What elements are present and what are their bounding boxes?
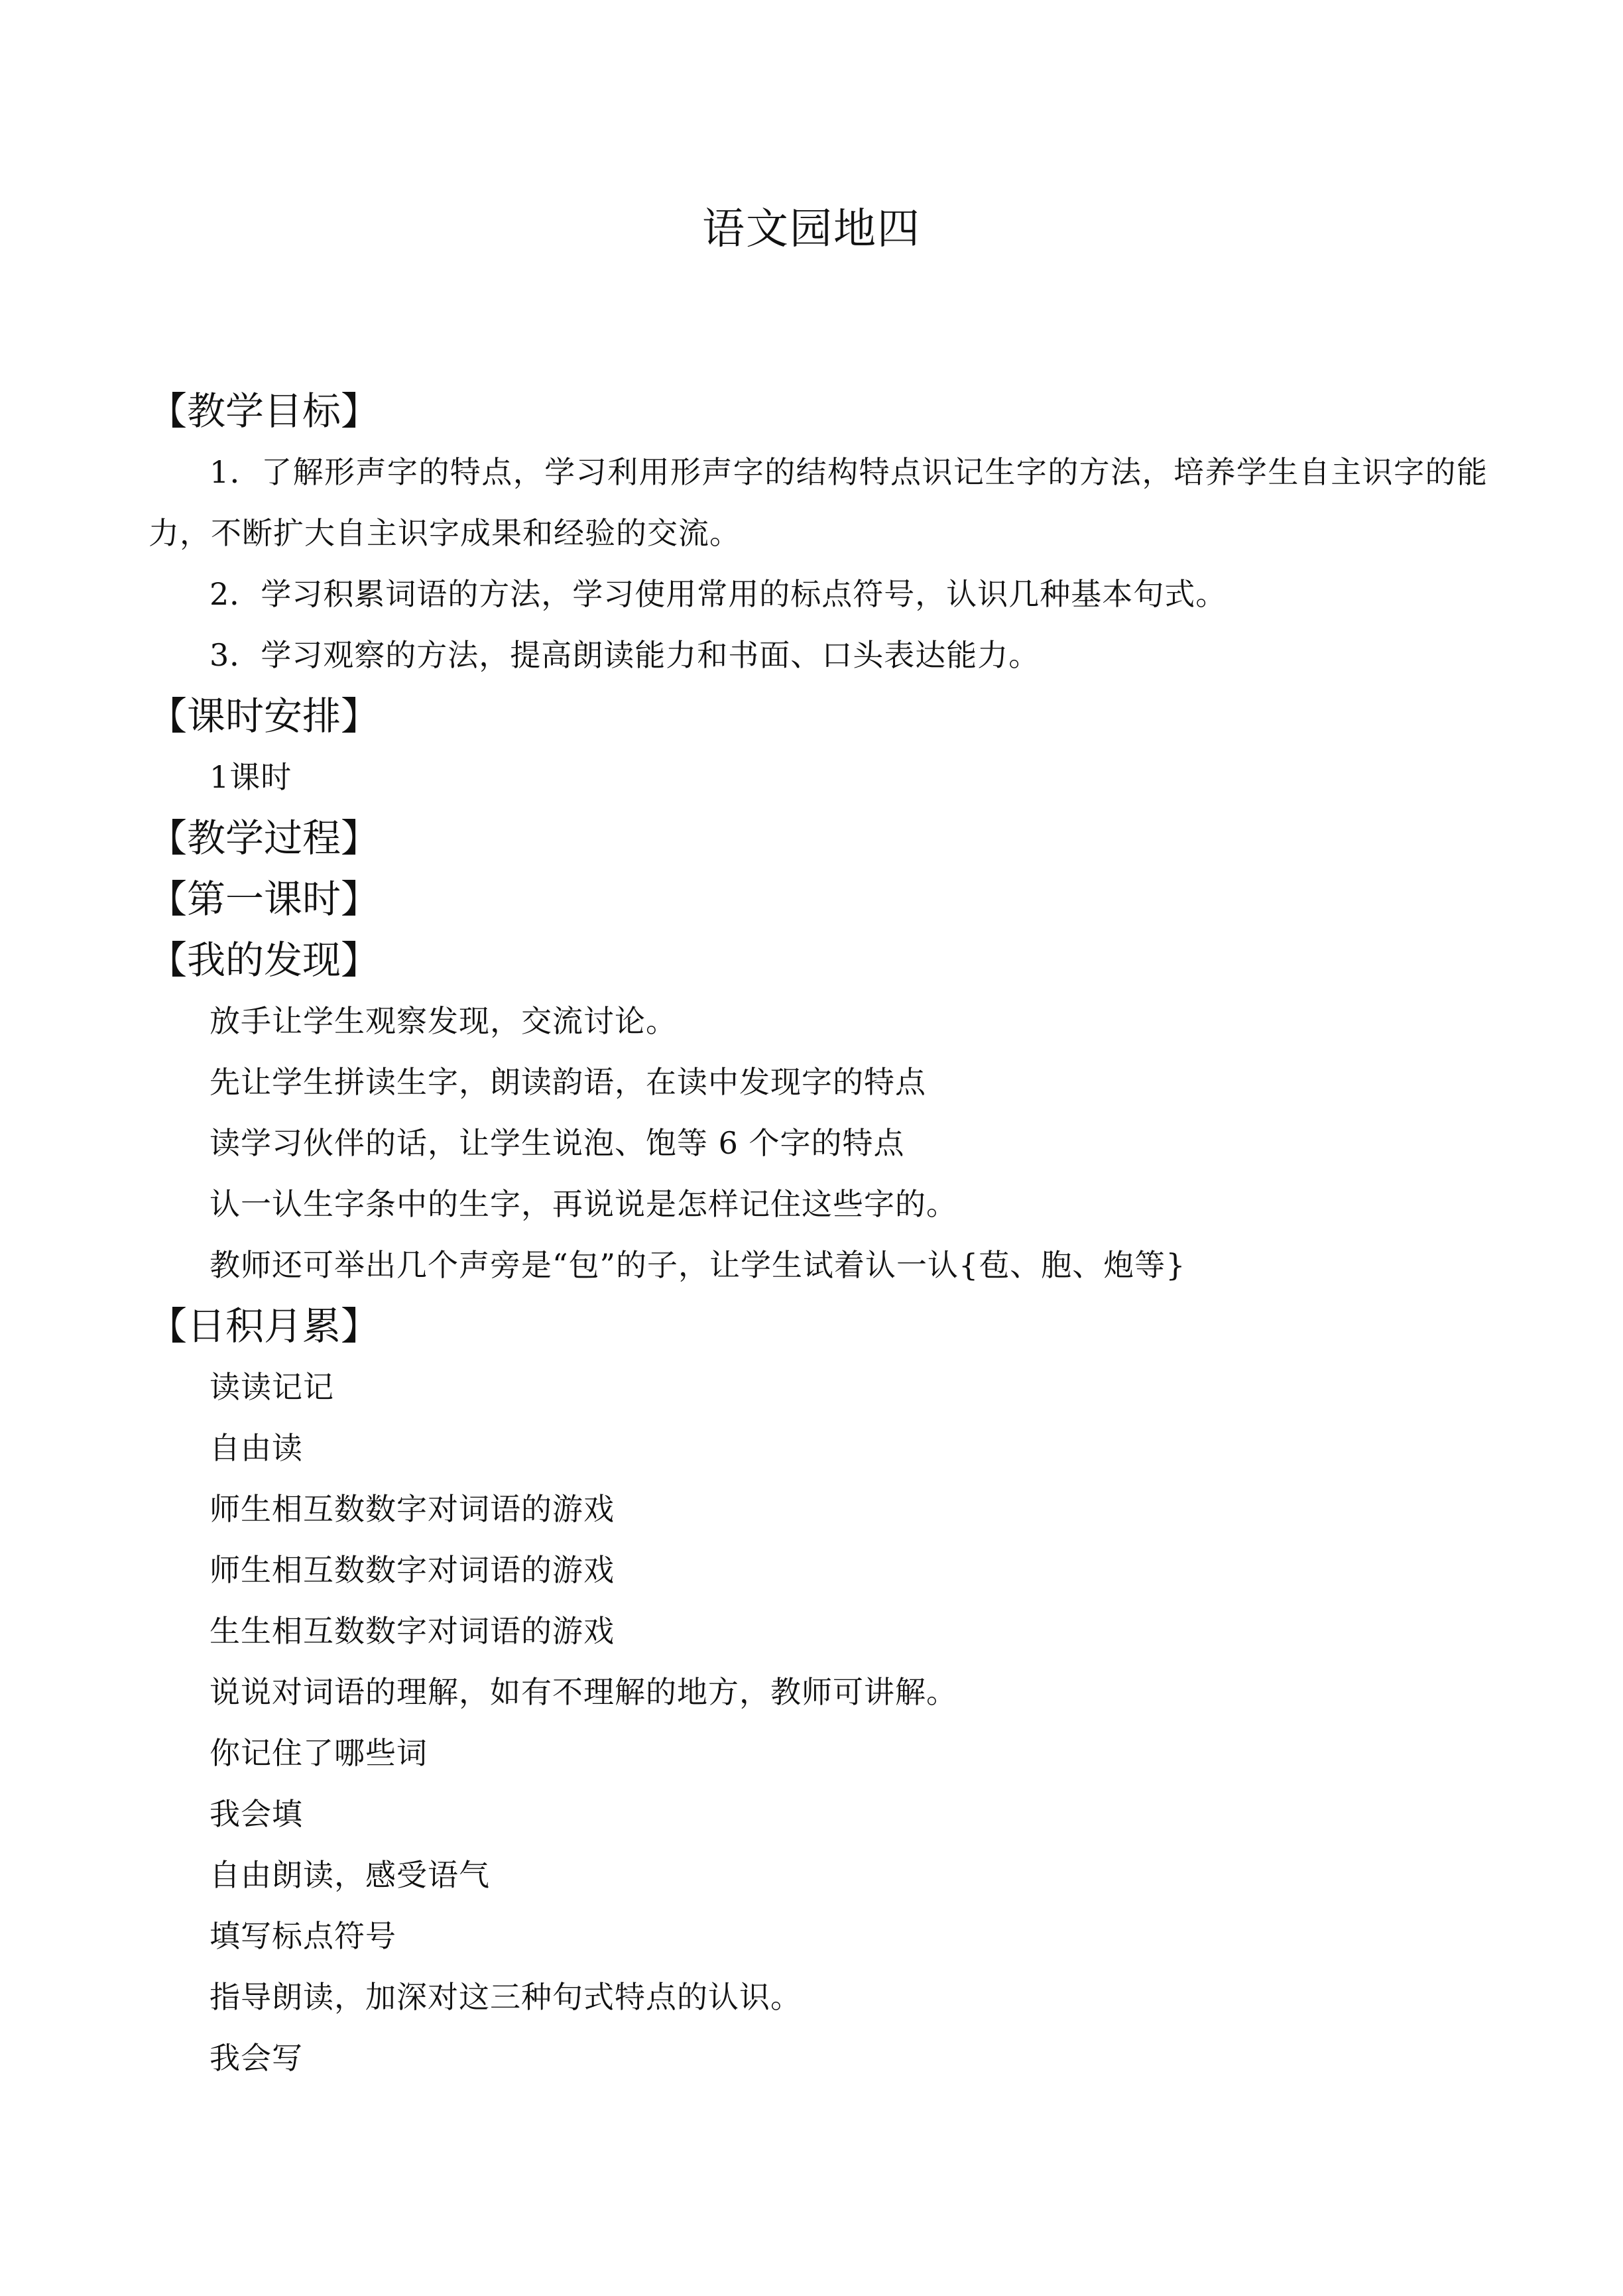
section-heading-teaching-goals: 【教学目标】: [149, 389, 380, 434]
goal-item-3: 3．学习观察的方法，提高朗读能力和书面、口头表达能力。: [210, 637, 1040, 673]
accumulation-step: 自由读: [210, 1430, 303, 1466]
accumulation-step: 读读记记: [210, 1369, 334, 1405]
document-body: [149, 381, 1488, 2088]
section-heading-my-discovery: 【我的发现】: [149, 937, 380, 983]
discovery-step: 认一认生字条中的生字，再说说是怎样记住这些字的。: [210, 1186, 957, 1222]
accumulation-step: 我会写: [210, 2040, 303, 2076]
section-heading-schedule: 【课时安排】: [149, 694, 380, 739]
schedule-text: 1课时: [210, 759, 292, 795]
section-heading-first-lesson: 【第一课时】: [149, 876, 380, 922]
discovery-step: 放手让学生观察发现，交流讨论。: [210, 1003, 677, 1039]
section-heading-daily-accumulation: 【日积月累】: [149, 1303, 380, 1349]
accumulation-step: 自由朗读，感受语气: [210, 1857, 490, 1893]
accumulation-step: 师生相互数数字对词语的游戏: [210, 1491, 615, 1527]
accumulation-step: 指导朗读，加深对这三种句式特点的认识。: [210, 1979, 802, 2015]
accumulation-step: 填写标点符号: [210, 1918, 396, 1954]
discovery-step: 读学习伙伴的话，让学生说泡、饱等 6 个字的特点: [210, 1125, 905, 1161]
section-heading-process: 【教学过程】: [149, 816, 380, 861]
goal-item-2: 2．学习积累词语的方法，学习使用常用的标点符号，认识几种基本句式。: [210, 576, 1227, 612]
discovery-step: 教师还可举出几个声旁是“包”的子，让学生试着认一认{苞、胞、炮等}: [210, 1247, 1186, 1283]
accumulation-step: 说说对词语的理解，如有不理解的地方，教师可讲解。: [210, 1674, 957, 1710]
accumulation-step: 生生相互数数字对词语的游戏: [210, 1613, 615, 1649]
goal-item-1: 1．了解形声字的特点，学习利用形声字的结构特点识记生字的方法，培养学生自主识字的能力，不断扩大自主识字成果和经验的交流。: [149, 454, 1488, 551]
accumulation-step: 师生相互数数字对词语的游戏: [210, 1552, 615, 1588]
discovery-step: 先让学生拼读生字，朗读韵语，在读中发现字的特点: [210, 1064, 926, 1100]
document-title: 语文园地四: [702, 205, 921, 254]
accumulation-step: 我会填: [210, 1796, 303, 1832]
accumulation-step: 你记住了哪些词: [210, 1735, 428, 1771]
